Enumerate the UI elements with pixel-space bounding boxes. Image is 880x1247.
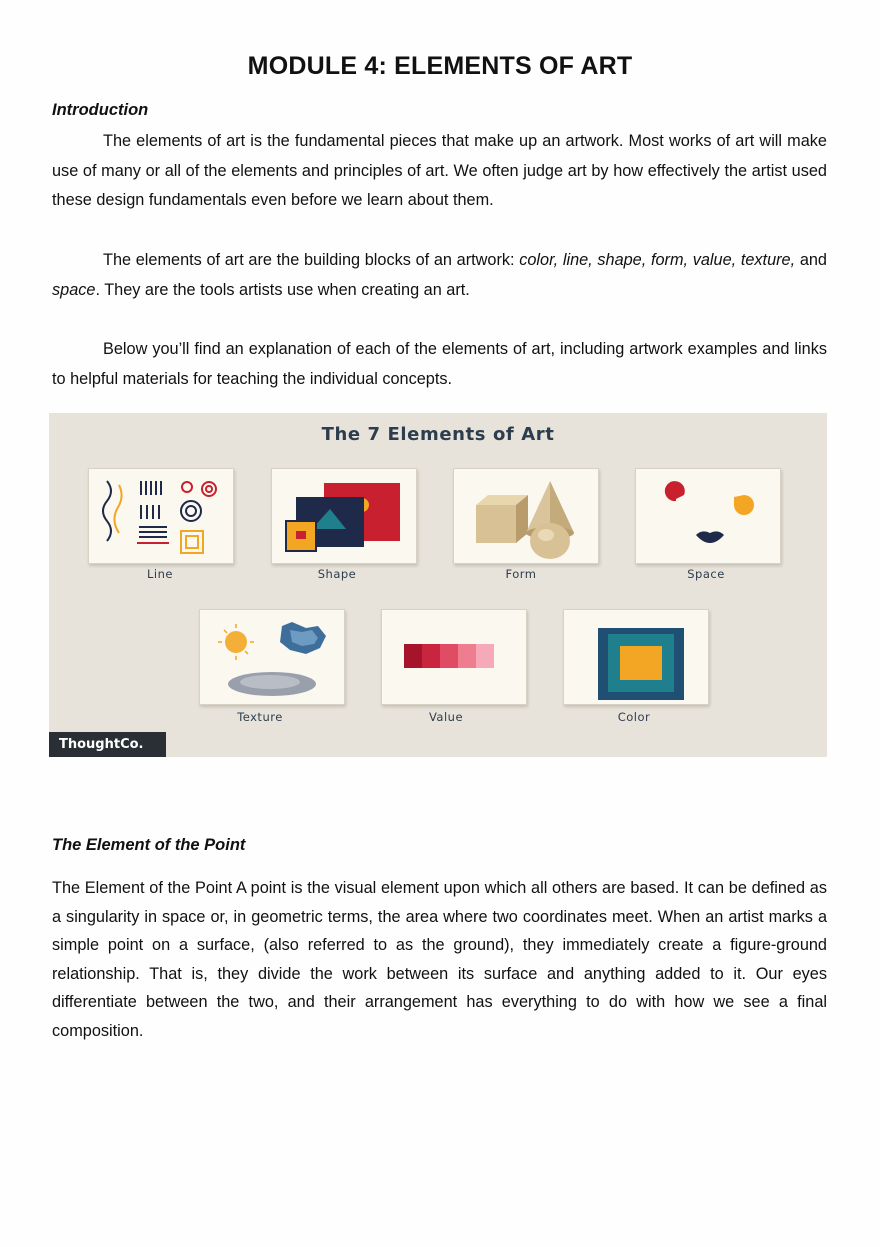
space-caption: Space	[687, 567, 725, 581]
color-illustration-icon	[564, 610, 708, 704]
infographic-title: The 7 Elements of Art	[321, 424, 555, 445]
line-caption: Line	[147, 567, 173, 581]
form-caption: Form	[505, 567, 537, 581]
texture-caption: Texture	[237, 710, 283, 724]
thoughtco-logo: ThoughtCo.	[49, 732, 166, 757]
intro-p2-list: color, line, shape, form, value, texture,	[519, 251, 796, 269]
line-illustration-icon	[89, 469, 233, 563]
space-card	[635, 468, 781, 564]
intro-p2-prefix: The elements of art are the building blocks of an artwork:	[103, 251, 520, 269]
value-caption: Value	[428, 710, 464, 724]
intro-paragraph-3: Below you’ll find an explanation of each of the elements of art, including artwork examples and links to helpful materials for teaching the individual concepts.	[52, 340, 827, 388]
color-card	[563, 609, 709, 705]
color-caption: Color	[617, 710, 651, 724]
texture-card	[199, 609, 345, 705]
shape-card	[271, 468, 417, 564]
value-card	[381, 609, 527, 705]
intro-paragraph-1: The elements of art is the fundamental pieces that make up an artwork. Most works of art will make use of many or all of the elements and principles of art. We often judge art by how effectively the artist used these design fundamentals even before we learn about them.	[52, 132, 827, 209]
intro-paragraph-2	[52, 246, 827, 305]
intro-p2-suffix: . They are the tools artists use when creating an art.	[95, 280, 470, 299]
form-illustration-icon	[454, 469, 598, 563]
intro-p2-space: space	[52, 280, 96, 299]
elements-of-art-infographic	[49, 413, 827, 757]
point-heading: The Element of the Point	[52, 836, 246, 854]
shape-illustration-icon	[272, 469, 416, 563]
form-card	[453, 468, 599, 564]
page-title: MODULE 4: ELEMENTS OF ART	[247, 52, 633, 80]
texture-illustration-icon	[200, 610, 344, 704]
value-illustration-icon	[382, 610, 526, 704]
intro-heading: Introduction	[52, 101, 149, 119]
point-paragraph: The Element of the Point A point is the visual element upon which all others are based. It can be defined as a singularity in space or, in geometric terms, the area where two coordinates meet. When an artist marks a simple point on a surface, (also referred to as the ground), they immediately create a figure-ground relationship. That is, they divide the work between its surface and anything added to it. Our eyes differentiate between the two, and their arrangement has everything to do with how we see a final composition.	[52, 879, 827, 1040]
line-card	[88, 468, 234, 564]
intro-p2-and: and	[795, 251, 827, 269]
shape-caption: Shape	[317, 567, 357, 581]
space-illustration-icon	[636, 469, 780, 563]
